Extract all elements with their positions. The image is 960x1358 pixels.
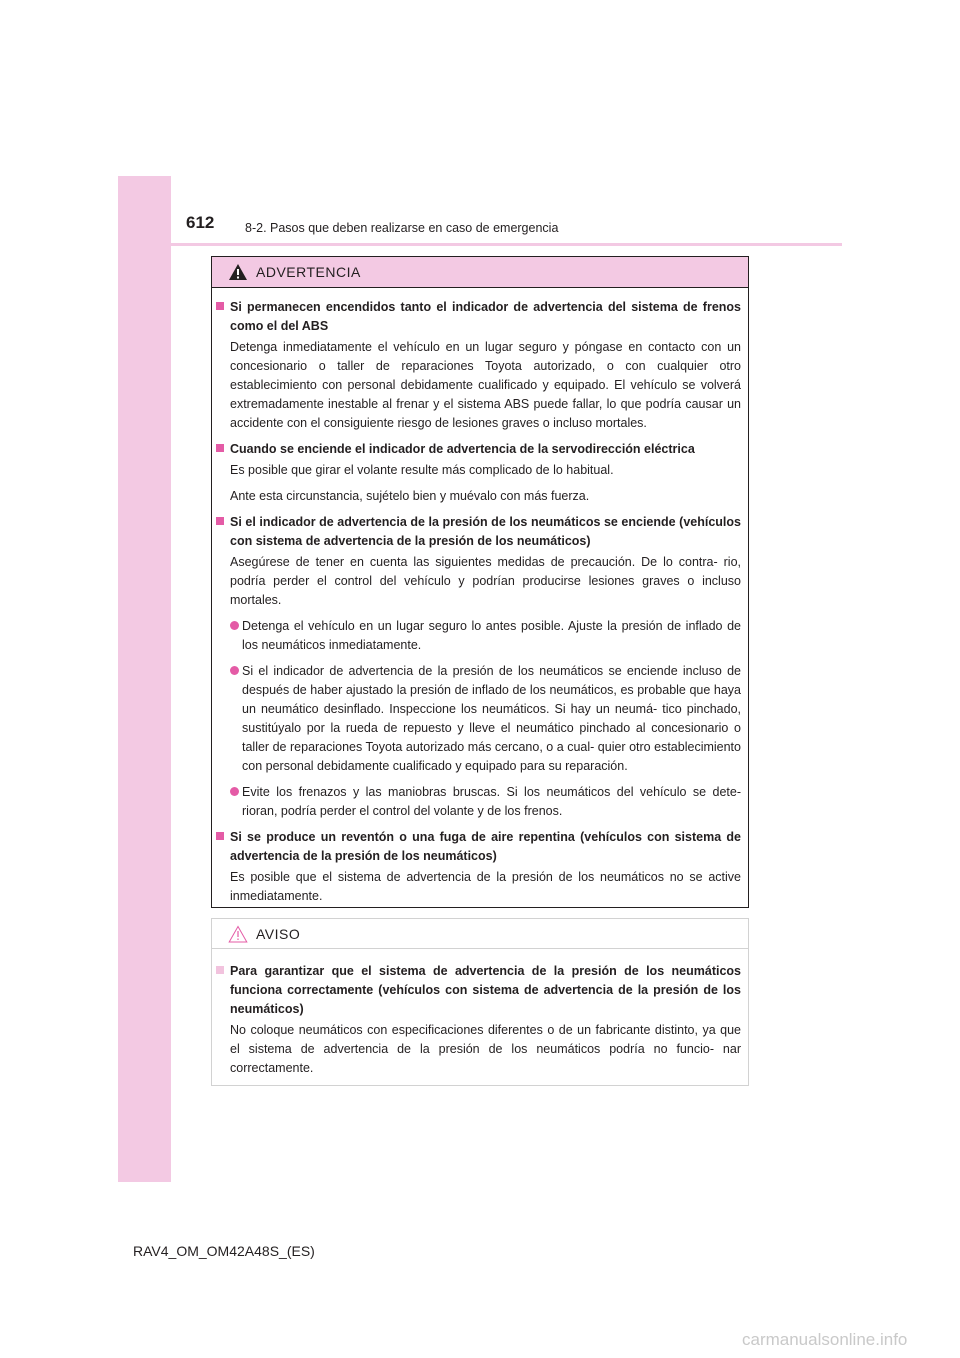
topic-paragraph: Detenga inmediatamente el vehículo en un lugar seguro y póngase en contacto con un concesionario o taller de reparaciones Toyota autorizado, o con cualquier otro establecimiento con personal debidamente cualificado y equipado. El vehículo se volverá extremadamente inestable al frenar y el sistema ABS puede fallar, lo que podría causar un accidente con el consiguiente riesgo de lesiones graves o incluso mortales.	[230, 340, 741, 430]
square-bullet-icon	[216, 302, 224, 310]
side-margin-band	[118, 176, 171, 1182]
section-title: 8-2. Pasos que deben realizarse en caso de emergencia	[245, 221, 559, 235]
topic-paragraph: Es posible que girar el volante resulte más complicado de lo habitual.	[230, 463, 614, 477]
notice-triangle-icon	[228, 925, 248, 943]
topic-paragraph: Es posible que el sistema de advertencia de la presión de los neumáticos no se active inmediatamente.	[230, 870, 741, 903]
square-bullet-icon	[216, 966, 224, 974]
circle-bullet-icon	[230, 621, 239, 630]
topic-section	[212, 440, 741, 513]
bullet-item	[230, 783, 741, 828]
warning-box-body	[212, 288, 748, 913]
topic-section	[212, 513, 741, 828]
warning-triangle-icon	[228, 263, 248, 281]
topic-paragraph: No coloque neumáticos con especificaciones diferentes o de un fabricante distinto, ya que el sistema de advertencia de la presión de los neumáticos podría no funcio- nar correctamente.	[230, 1023, 741, 1075]
topic-heading: Cuando se enciende el indicador de advertencia de la servodirección eléctrica	[230, 442, 695, 456]
bullet-item	[230, 617, 741, 662]
topic-section	[212, 828, 741, 913]
square-bullet-icon	[216, 517, 224, 525]
circle-bullet-icon	[230, 787, 239, 796]
bullet-item	[230, 662, 741, 783]
notice-box-header	[212, 919, 748, 949]
bullet-text: Evite los frenazos y las maniobras bruscas. Si los neumáticos del vehículo se dete- rioran, podría perder el control del volante y de los frenos.	[242, 785, 741, 818]
circle-bullet-icon	[230, 666, 239, 675]
notice-box-title: AVISO	[256, 925, 301, 942]
topic-section	[212, 962, 741, 1085]
topic-paragraph: Ante esta circunstancia, sujételo bien y muévalo con más fuerza.	[230, 489, 590, 503]
topic-heading: Para garantizar que el sistema de advertencia de la presión de los neumáticos funciona correctamente (vehículos con sistema de advertencia de la presión de los neumáticos)	[230, 964, 741, 1016]
warning-box-title: ADVERTENCIA	[256, 264, 361, 280]
warning-box	[211, 256, 749, 908]
square-bullet-icon	[216, 444, 224, 452]
bullet-text: Si el indicador de advertencia de la presión de los neumáticos se enciende incluso de después de haber ajustado la presión de inflado de los neumáticos, es probable que haya un neumático desinflado. Inspeccione los neumáticos. Si hay un neumá- tico pinchado, sustitúyalo por la rueda de repuesto y lleve el neumático pinchado al concesionario o taller de reparaciones Toyota autorizado más cercano, o a cual- quier otro establecimiento con personal debidamente cualificado y equipado para su reparación.	[242, 664, 741, 773]
watermark: carmanualsonline.info	[742, 1330, 908, 1349]
topic-section	[212, 298, 741, 440]
topic-heading: Si el indicador de advertencia de la presión de los neumáticos se enciende (vehículos con sistema de advertencia de la presión de los neumáticos)	[230, 515, 741, 548]
manual-code: RAV4_OM_OM42A48S_(ES)	[133, 1243, 315, 1259]
topic-paragraph: Asegúrese de tener en cuenta las siguientes medidas de precaución. De lo contra- rio, podría perder el control del vehículo y podrían producirse lesiones graves o incluso mortales.	[230, 555, 741, 607]
bullet-text: Detenga el vehículo en un lugar seguro lo antes posible. Ajuste la presión de inflado de los neumáticos inmediatamente.	[242, 619, 741, 652]
warning-box-header	[212, 257, 748, 288]
topic-heading: Si se produce un reventón o una fuga de aire repentina (vehículos con sistema de advertencia de la presión de los neumáticos)	[230, 830, 741, 863]
header-rule	[118, 243, 842, 246]
notice-box	[211, 918, 749, 1086]
topic-heading: Si permanecen encendidos tanto el indicador de advertencia del sistema de frenos como el del ABS	[230, 300, 741, 333]
notice-box-body	[212, 949, 748, 1085]
page-number: 612	[186, 213, 215, 232]
square-bullet-icon	[216, 832, 224, 840]
